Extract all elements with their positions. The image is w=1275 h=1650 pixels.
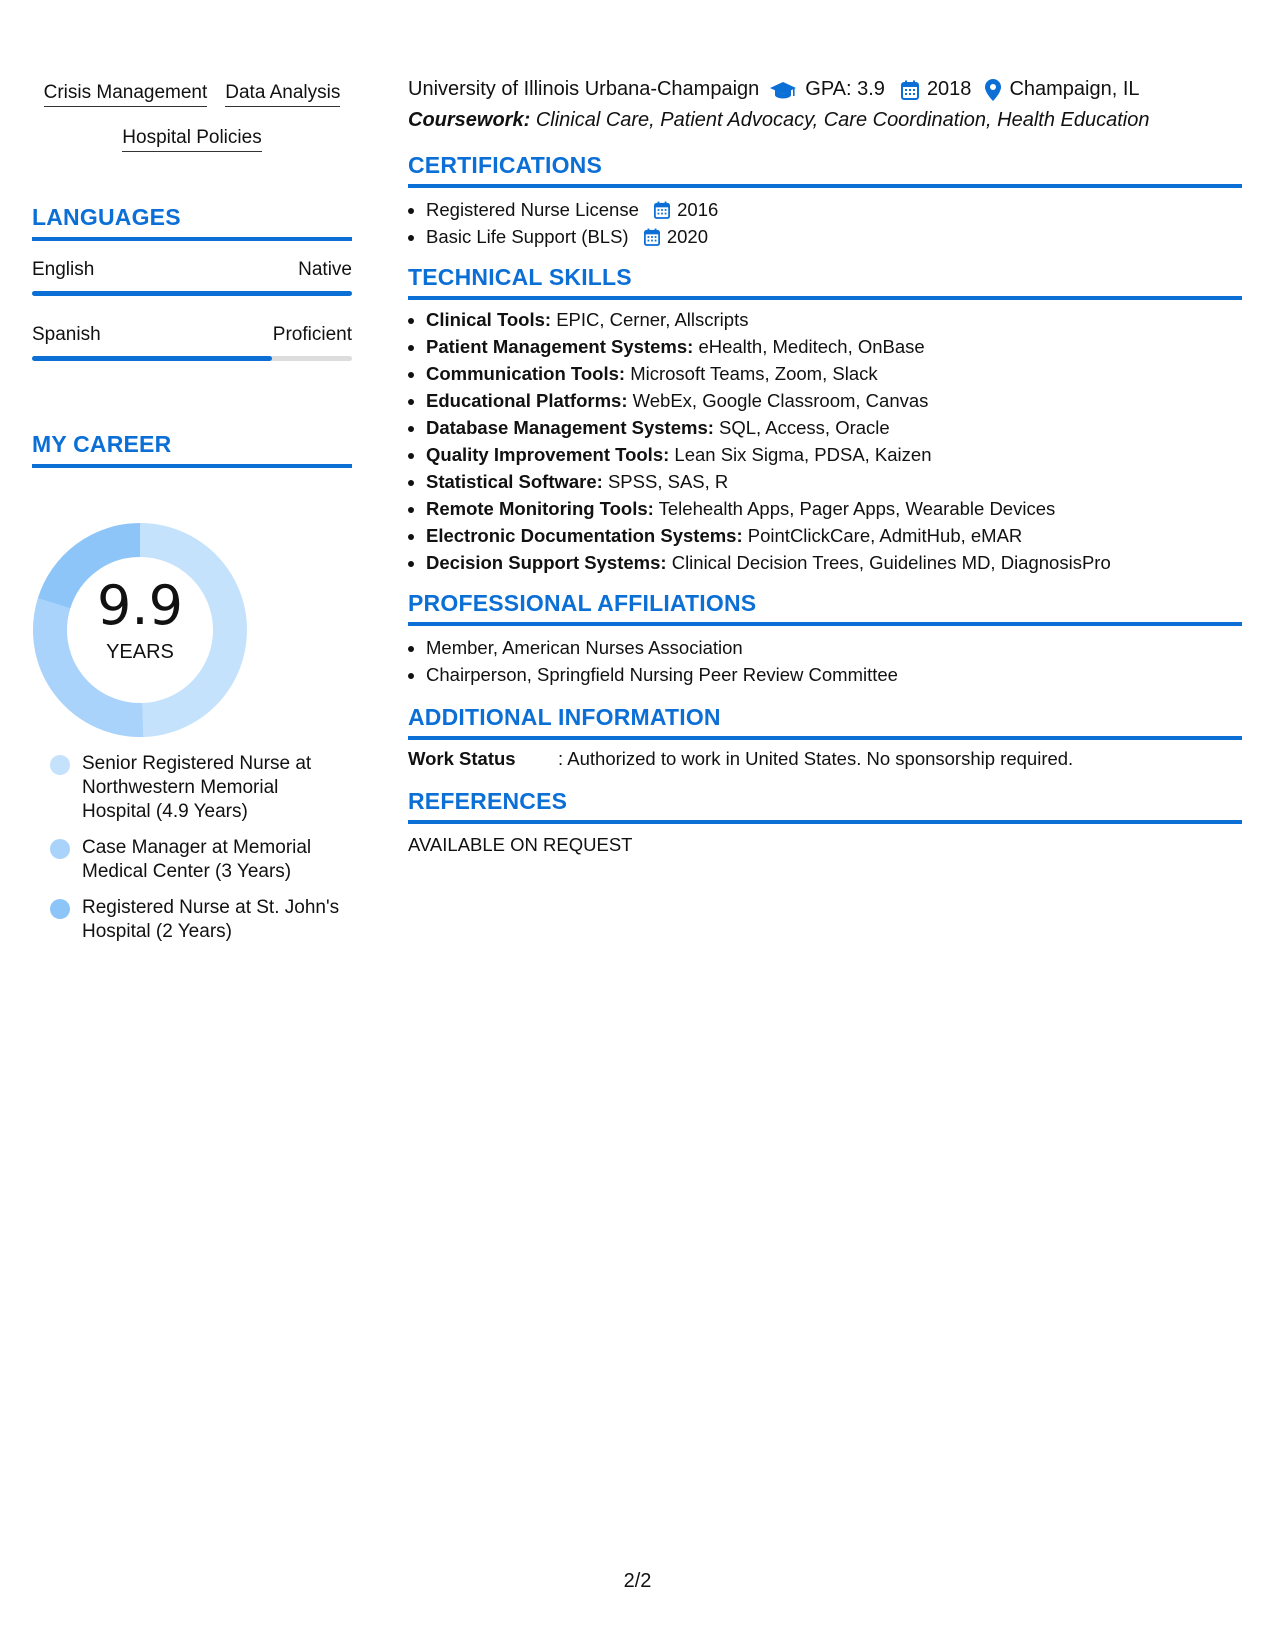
skill-item [426,306,1242,333]
language-item [32,324,352,361]
career-donut-chart [30,520,250,740]
affiliation-item: • Member, American Nurses Association [426,634,1242,661]
coursework-text: Clinical Care, Patient Advocacy, Care Coordination, Health Education [535,109,1150,131]
career-item [50,752,340,824]
affiliation-item: • Chairperson, Springfield Nursing Peer Review Committee [426,661,1242,688]
calendar-icon [644,228,660,246]
language-name: English [32,259,95,280]
certification-item [426,196,1242,223]
skill-category: Educational Platforms: [426,390,628,411]
technical-skills-section [408,264,1242,576]
skill-tag: Crisis Management [44,82,208,107]
certification-year: 2020 [666,226,709,247]
career-label: Case Manager at Memorial Medical Center (3 Years) [82,837,312,882]
technical-skills-title: TECHNICAL SKILLS [408,264,1242,300]
additional-info-section [408,704,1242,770]
career-legend-dot [50,899,70,919]
language-bar [32,291,352,296]
skill-values: Telehealth Apps, Pager Apps, Wearable Devices [658,498,1056,519]
skill-item [426,495,1242,522]
certifications-title: CERTIFICATIONS [408,152,1242,188]
skill-category: Database Management Systems: [426,417,714,438]
skill-category: Remote Monitoring Tools: [426,498,654,519]
location-pin-icon [985,79,1001,101]
skill-values: WebEx, Google Classroom, Canvas [632,390,929,411]
calendar-icon [901,80,919,100]
skill-item [426,414,1242,441]
skill-item [426,387,1242,414]
languages-section [32,204,352,361]
skill-category: Decision Support Systems: [426,552,667,573]
career-legend-dot [50,755,70,775]
career-item [50,836,340,884]
skill-category: Statistical Software: [426,471,603,492]
skills-list [32,82,352,152]
skill-item [426,441,1242,468]
skill-values: EPIC, Cerner, Allscripts [556,309,749,330]
coursework-label: Coursework: [408,109,531,131]
skill-category: Patient Management Systems: [426,336,694,357]
language-level: Native [298,259,352,280]
certifications-section [408,152,1242,250]
graduation-year: 2018 [926,78,972,100]
skill-tag: Hospital Policies [122,127,261,152]
language-item [32,259,352,296]
references-text: AVAILABLE ON REQUEST [408,834,633,855]
career-item [50,896,340,944]
calendar-icon [654,201,670,219]
language-bar-fill [32,356,272,361]
skill-category: Quality Improvement Tools: [426,444,670,465]
references-section [408,788,1242,856]
career-section [32,431,352,468]
skill-item [426,333,1242,360]
career-legend-dot [50,839,70,859]
career-unit: YEARS [106,641,174,663]
skill-item [426,468,1242,495]
affiliations-section [408,590,1242,688]
certification-name: Registered Nurse License [426,199,639,220]
skill-values: Microsoft Teams, Zoom, Slack [630,363,878,384]
career-label: Registered Nurse at St. John's Hospital (2 Years) [82,897,340,942]
skill-item [426,549,1242,576]
coursework [408,109,1242,132]
school-name: University of Illinois Urbana-Champaign [408,78,760,100]
language-name: Spanish [32,324,101,345]
languages-title: LANGUAGES [32,204,352,241]
work-status-value: : Authorized to work in United States. No sponsorship required. [558,748,1074,769]
certification-item [426,223,1242,250]
career-title: MY CAREER [32,431,352,468]
affiliations-title: PROFESSIONAL AFFILIATIONS [408,590,1242,626]
main-content [408,78,1242,856]
skill-tag: Data Analysis [225,82,340,107]
language-bar-fill [32,291,352,296]
work-status-label: Work Status [408,748,516,769]
skill-category: Clinical Tools: [426,309,552,330]
skill-category: Communication Tools: [426,363,626,384]
career-label: Senior Registered Nurse at Northwestern Memorial Hospital (4.9 Years) [82,753,312,822]
skill-item [426,360,1242,387]
skill-values: SPSS, SAS, R [607,471,729,492]
skill-category: Electronic Documentation Systems: [426,525,743,546]
certification-name: Basic Life Support (BLS) [426,226,629,247]
language-level: Proficient [272,324,352,345]
career-total: 9.9 [97,574,183,637]
additional-info-title: ADDITIONAL INFORMATION [408,704,1242,740]
skill-values: PointClickCare, AdmitHub, eMAR [747,525,1023,546]
skill-values: SQL, Access, Oracle [719,417,890,438]
school-location: Champaign, IL [1009,78,1140,100]
page-number: 2/2 [623,1570,652,1592]
work-status-row [408,748,1242,770]
skill-values: Lean Six Sigma, PDSA, Kaizen [674,444,932,465]
graduation-cap-icon [769,80,797,100]
gpa: GPA: 3.9 [805,78,885,100]
references-title: REFERENCES [408,788,1242,824]
career-list [50,752,340,956]
skill-values: eHealth, Meditech, OnBase [698,336,925,357]
language-bar [32,356,352,361]
education-line [408,78,1242,101]
certification-year: 2016 [677,199,719,220]
skill-values: Clinical Decision Trees, Guidelines MD, DiagnosisPro [671,552,1111,573]
skill-item [426,522,1242,549]
